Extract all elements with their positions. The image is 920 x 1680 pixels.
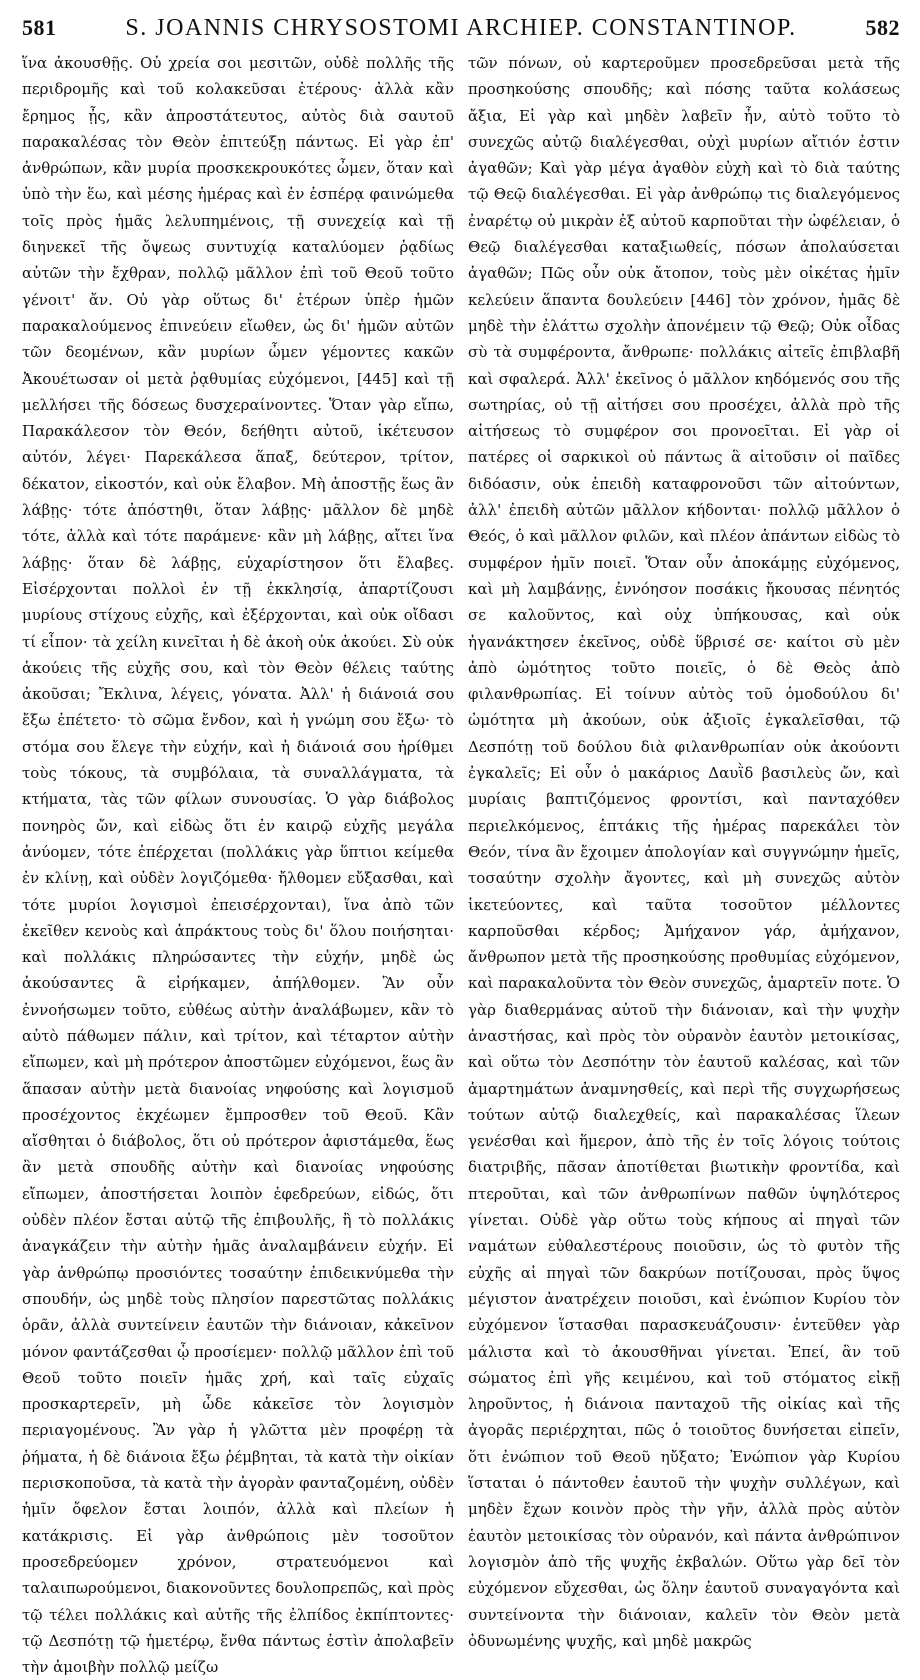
running-head [22, 6, 900, 50]
right-column-text: τῶν πόνων, οὐ καρτεροῦμεν προσεδρεῦσαι μετὰ τῆς προσηκούσης σπουδῆς; καὶ πόσης ταῦτα κολάσεως ἄξια, Εἰ γὰρ καὶ μηδὲν λαβεῖν ἦν, αὐτὸ τοῦτο τὸ συνεχῶς αὐτῷ διαλέγεσθαι, οὐχὶ μυρίων αἴτιόν ἐστιν ἀγαθῶν; Καὶ γὰρ μέγα ἀγαθὸν εὐχὴ καὶ τὸ διὰ ταύτης τῷ Θεῷ διαλέγεσθαι. Εἰ γὰρ ἀνθρώπῳ τις διαλεγόμενος ἐναρέτῳ οὐ μικρὰν ἐξ αὐτοῦ καρποῦται τὴν ὠφέλειαν, ὁ Θεῷ διαλέγεσθαι καταξιωθείς, πόσων ἀπολαύσεται ἀγαθῶν; Πῶς οὖν οὐκ ἄτοπον, τοὺς μὲν οἰκέτας ἡμῖν κελεύειν ἅπαντα δουλεύειν [446] τὸν χρόνον, ἡμᾶς δὲ μηδὲ τὴν ἐλάττω σχολὴν ἀπονέμειν τῷ Θεῷ; Οὐκ οἶδας σὺ τὰ συμφέροντα, ἄνθρωπε· πολλάκις αἰτεῖς ἐπιβλαβῆ καὶ σφαλερά. Ἀλλ' ἐκεῖνος ὁ μᾶλλον κηδόμενός σου τῆς σωτηρίας, οὐ τῇ αἰτήσει σου προσέχει, ἀλλὰ πρὸ τῆς αἰτήσεως τὸ συμφέρον σοι προνοεῖται. Εἰ γὰρ οἱ πατέρες οἱ σαρκικοὶ οὐ πάντως ἃ αἰτοῦσιν οἱ παῖδες διδόασιν, οὐκ ἐπειδὴ καταφρονοῦσι τῶν αἰτούντων, ἀλλ' ἐπειδὴ αὐτῶν μᾶλλον κήδονται· πολλῷ μᾶλλον ὁ Θεός, ὁ καὶ μᾶλλον φιλῶν, καὶ πλέον ἁπάντων εἰδὼς τὸ συμφέρον ἡμῖν ποιεῖ. Ὅταν οὖν ἀποκάμῃς εὐχόμενος, καὶ μὴ λαμβάνῃς, ἐννόησον ποσάκις ἤκουσας πένητός σε καλοῦντος, καὶ οὐχ ὑπήκουσας, καὶ οὐκ ἠγανάκτησεν ἐκεῖνος, οὐδὲ ὕβρισέ σε· καίτοι σὺ μὲν ἀπὸ ὠμότητος τοῦτο ποιεῖς, ὁ δὲ Θεὸς ἀπὸ φιλανθρωπίας. Εἰ τοίνυν αὐτὸς τοῦ ὁμοδούλου δι' ὠμότητα μὴ ἀκούων, οὐκ ἀξιοῖς ἐγκαλεῖσθαι, τῷ Δεσπότῃ τοῦ δούλου διὰ φιλανθρωπίαν οὐκ ἀκούοντι ἐγκαλεῖς; Εἰ οὖν ὁ μακάριος Δαυῒδ βασιλεὺς ὤν, καὶ μυρίαις βαπτιζόμενος φροντίσι, καὶ πανταχόθεν περιελκόμενος, ἑπτάκις τῆς ἡμέρας παρεκάλει τὸν Θεόν, τίνα ἂν ἔχοιμεν ἀπολογίαν καὶ συγγνώμην ἡμεῖς, τοσαύτην σχολὴν ἄγοντες, καὶ μὴ συνεχῶς αὐτὸν ἱκετεύοντες, καὶ ταῦτα τοσοῦτον μέλλοντες καρποῦσθαι κέρδος; Ἀμήχανον γάρ, ἀμήχανον, ἄνθρωπον μετὰ τῆς προσηκούσης προθυμίας εὐχόμενον, καὶ παρακαλοῦντα τὸν Θεὸν συνεχῶς, ἁμαρτεῖν ποτε. Ὁ γὰρ διαθερμάνας αὐτοῦ τὴν διάνοιαν, καὶ τὴν ψυχὴν ἀναστήσας, καὶ πρὸς τὸν οὐρανὸν ἑαυτὸν μετοικίσας, καὶ οὕτω τὸν Δεσπότην τὸν ἑαυτοῦ καλέσας, καὶ τῶν ἁμαρτημάτων ἀναμνησθείς, καὶ περὶ τῆς συγχωρήσεως τούτων αὐτῷ διαλεχθείς, καὶ παρακαλέσας ἵλεων γενέσθαι καὶ ἥμερον, ἀπὸ τῆς ἐν τοῖς λόγοις τούτοις διατριβῆς, πᾶσαν ἀποτίθεται βιωτικὴν φροντίδα, καὶ πτεροῦται, καὶ τῶν ἀνθρωπίνων παθῶν ὑψηλότερος γίνεται. Οὐδὲ γὰρ οὕτω τοὺς κήπους αἱ πηγαὶ τῶν ναμάτων εὐθαλεστέρους ποιοῦσιν, ὡς τὸ φυτὸν τῆς εὐχῆς αἱ πηγαὶ τῶν δακρύων ποτίζουσαι, πρὸς ὕψος μέγιστον ἀνατρέχειν ποιοῦσι, καὶ ἐνώπιον Κυρίου τὸν εὐχόμενον ἵστασθαι παρασκευάζουσιν· ἐντεῦθεν γὰρ μάλιστα καὶ τὸ ἀκουσθῆναι γίνεται. Ἐπεί, ἂν τοῦ σώματος ἐπὶ γῆς κειμένου, καὶ τοῦ στόματος εἰκῇ ληροῦντος, ἡ διάνοια πανταχοῦ τῆς οἰκίας καὶ τῆς ἀγορᾶς περιέρχηται, πῶς ὁ τοιοῦτος δυνήσεται εἰπεῖν, ὅτι ἐνώπιον τοῦ Θεοῦ ηὔξατο; Ἐνώπιον γὰρ Κυρίου ἵσταται ὁ πάντοθεν ἑαυτοῦ τὴν ψυχὴν συλλέγων, καὶ μηδὲν ἔχων κοινὸν πρὸς τὴν γῆν, ἀλλὰ πρὸς αὐτὸν ἑαυτὸν μετοικίσας τὸν οὐρανόν, καὶ πάντα ἀνθρώπινον λογισμὸν ἀπὸ τῆς ψυχῆς ἐκβαλών. Οὕτω γὰρ δεῖ τὸν εὐχόμενον εὔχεσθαι, ὡς ὅλην ἑαυτοῦ συναγαγόντα καὶ συντείνοντα τὴν διάνοιαν, καλεῖν τὸν Θεὸν μετὰ ὀδυνωμένης ψυχῆς, καὶ μηδὲ μακρῶς [468, 54, 900, 1650]
left-page-number: 581 [22, 15, 57, 40]
text-columns [22, 50, 900, 1677]
left-column [22, 50, 454, 1677]
right-page-number: 582 [865, 15, 900, 40]
right-column [468, 50, 900, 1650]
left-column-text: ἵνα ἀκουσθῇς. Οὐ χρεία σοι μεσιτῶν, οὐδὲ πολλῆς τῆς περιδρομῆς καὶ τοῦ κολακεῦσαι ἑτέρους· ἀλλὰ κἂν ἔρημος ᾖς, κἂν ἀπροστάτευτος, αὐτὸς διὰ σαυτοῦ παρακαλέσας τὸν Θεὸν ἐπιτεύξῃ πάντως. Εἰ γὰρ ἐπ' ἀνθρώπων, κἂν μυρία προσκεκρουκότες ὦμεν, ὅταν καὶ ὑπὸ τὴν ἕω, καὶ μέσης ἡμέρας καὶ ἐν ἑσπέρᾳ φαινώμεθα τοῖς πρὸς ἡμᾶς λελυπημένοις, τῇ συνεχείᾳ καὶ τῇ διηνεκεῖ τῆς ὄψεως συντυχίᾳ καταλύομεν ῥᾳδίως αὐτῶν τὴν ἔχθραν, πολλῷ μᾶλλον ἐπὶ τοῦ Θεοῦ τοῦτο γένοιτ' ἄν. Οὐ γὰρ οὕτως δι' ἑτέρων ὑπὲρ ἡμῶν παρακαλούμενος ἐπινεύειν εἴωθεν, ὡς δι' ἡμῶν αὐτῶν τῶν δεομένων, κἂν μυρίων ὦμεν γέμοντες κακῶν Ἀκουέτωσαν οἱ μετὰ ῥᾳθυμίας εὐχόμενοι, [445] καὶ τῇ μελλήσει τῆς δόσεως δυσχεραίνοντες. Ὅταν γὰρ εἴπω, Παρακάλεσον τὸν Θεόν, δεήθητι αὐτοῦ, ἱκέτευσον αὐτόν, λέγει· Παρεκάλεσα ἅπαξ, δεύτερον, τρίτον, δέκατον, εἰκοστόν, καὶ οὐκ ἔλαβον. Μὴ ἀποστῇς ἕως ἂν λάβῃς· τότε ἀπόστηθι, ὅταν λάβῃς· μᾶλλον δὲ μηδὲ τότε, ἀλλὰ καὶ τότε παράμενε· κἂν μὴ λάβῃς, αἴτει ἵνα λάβῃς· ὅταν δὲ λάβῃς, εὐχαρίστησον ὅτι ἔλαβες. Εἰσέρχονται πολλοὶ ἐν τῇ ἐκκλησίᾳ, ἀπαρτίζουσι μυρίους στίχους εὐχῆς, καὶ ἐξέρχονται, καὶ οὐκ οἴδασι τί εἶπον· τὰ χείλη κινεῖται ἡ δὲ ἀκοὴ οὐκ ἀκούει. Σὺ οὐκ ἀκούεις τῆς εὐχῆς σου, καὶ τὸν Θεὸν θέλεις ταύτης ἀκοῦσαι; Ἔκλινα, λέγεις, γόνατα. Ἀλλ' ἡ διάνοιά σου ἔξω ἐπέτετο· τὸ σῶμα ἔνδον, καὶ ἡ γνώμη σου ἔξω· τὸ στόμα σου ἔλεγε τὴν εὐχήν, καὶ ἡ διάνοιά σου ἠρίθμει τοὺς τόκους, τὰ συμβόλαια, τὰ συναλλάγματα, τὰ κτήματα, τὰς τῶν φίλων συνουσίας. Ὁ γὰρ διάβολος πονηρὸς ὤν, καὶ εἰδὼς ὅτι ἐν καιρῷ εὐχῆς μεγάλα ἀνύομεν, τότε ἐπέρχεται (πολλάκις γὰρ ὕπτιοι κείμεθα ἐν κλίνῃ, καὶ οὐδὲν λογιζόμεθα· ἤλθομεν εὔξασθαι, καὶ τότε μυρίοι λογισμοὶ ἐπεισέρχονται), ἵνα ἀπὸ τῶν ἐκεῖθεν κενοὺς καὶ ἀπράκτους τοὺς δι' ὅλου ποιήσηται· καὶ πολλάκις πληρώσαντες τὴν εὐχήν, μηδὲ ὡς ἀκούσαντες ἃ εἰρήκαμεν, ἀπήλθομεν. Ἂν οὖν ἐννοήσωμεν τοῦτο, εὐθέως αὐτὴν ἀναλάβωμεν, κἂν τὸ αὐτὸ πάθωμεν πάλιν, καὶ τρίτον, καὶ τέταρτον αὐτὴν εἴπωμεν, καὶ μὴ πρότερον ἀποστῶμεν εὐχόμενοι, ἕως ἂν ἅπασαν αὐτὴν μετὰ διανοίας νηφούσης καὶ λογισμοῦ προσέχοντος ἐκχέωμεν ἔμπροσθεν τοῦ Θεοῦ. Κἂν αἴσθηται ὁ διάβολος, ὅτι οὐ πρότερον ἀφιστάμεθα, ἕως ἂν μετὰ σπουδῆς αὐτὴν καὶ διανοίας νηφούσης εἴπωμεν, ἀποστήσεται λοιπὸν ἐφεδρεύων, εἰδώς, ὅτι οὐδὲν πλέον ἔσται αὐτῷ τῆς ἐπιβουλῆς, ἢ τὸ πολλάκις ἀναγκάζειν τὴν αὐτὴν ἡμᾶς ἀναλαμβάνειν εὐχήν. Εἰ γὰρ ἀνθρώπῳ προσιόντες τοσαύτην ἐπιδεικνύμεθα τὴν σπουδήν, ὡς μηδὲ τοὺς πλησίον παρεστῶτας πολλάκις ὁρᾶν, ἀλλὰ συντείνειν ἑαυτῶν τὴν διάνοιαν, κἀκεῖνον μόνον φαντάζεσθαι ᾧ προσίεμεν· πολλῷ μᾶλλον ἐπὶ τοῦ Θεοῦ τοῦτο ποιεῖν ἡμᾶς χρή, καὶ ταῖς εὐχαῖς προσκαρτερεῖν, μὴ ὧδε κἀκεῖσε τὸν λογισμὸν περιαγομένους. Ἂν γὰρ ἡ γλῶττα μὲν προφέρῃ τὰ ῥήματα, ἡ δὲ διάνοια ἔξω ῥέμβηται, τὰ κατὰ τὴν οἰκίαν περισκοποῦσα, τὰ κατὰ τὴν ἀγορὰν φανταζομένη, οὐδὲν ἡμῖν ὄφελον ἔσται λοιπόν, ἀλλὰ καὶ πλείων ἡ κατάκρισις. Εἰ γὰρ ἀνθρώποις μὲν τοσοῦτον προσεδρεύομεν χρόνον, στρατευόμενοι καὶ ταλαιπωρούμενοι, διακονοῦντες δουλοπρεπῶς, καὶ πρὸς τῷ τέλει πολλάκις καὶ αὐτῆς τῆς ἐλπίδος ἐκπίπτοντες· τῷ Δεσπότῃ τῷ ἡμετέρῳ, ἔνθα πάντως ἐστὶν ἀπολαβεῖν τὴν ἀμοιβὴν πολλῷ μείζω [22, 54, 454, 1677]
running-head-title: S. JOANNIS CHRYSOSTOMI ARCHIEP. CONSTANTINOP. [125, 14, 797, 41]
